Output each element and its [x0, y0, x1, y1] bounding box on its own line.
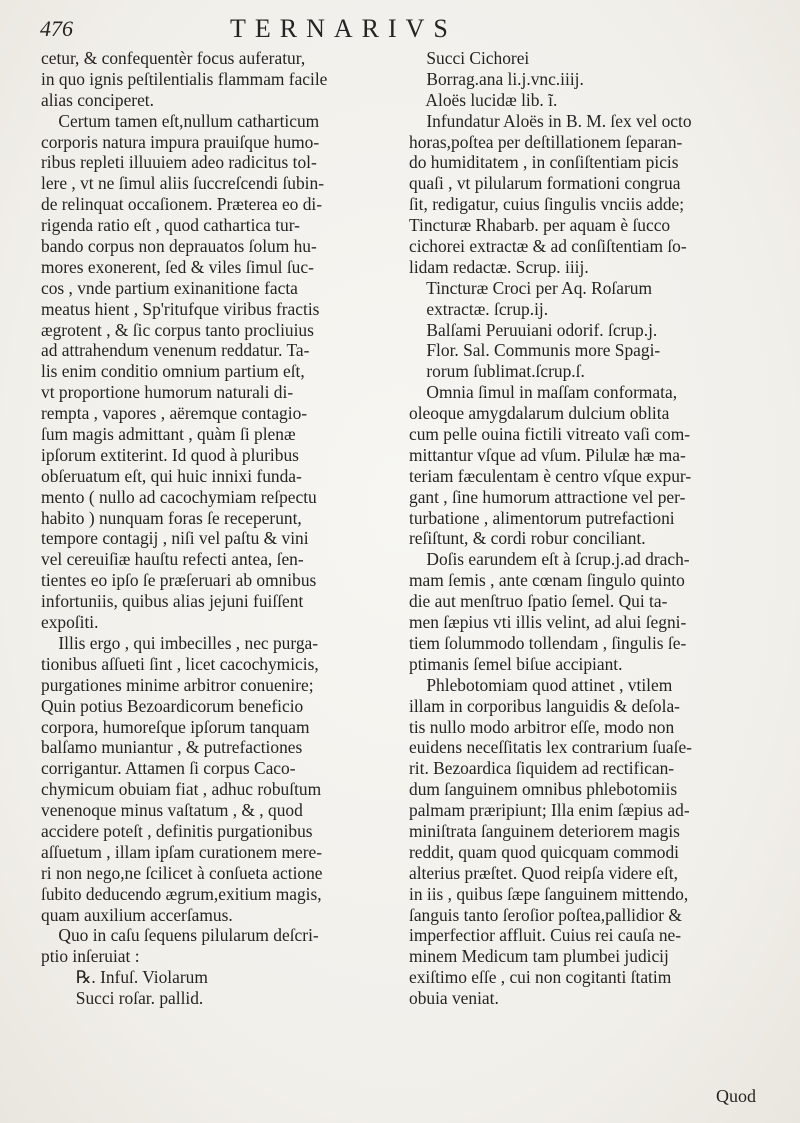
text-line: in quo ignis peſtilentialis flammam facile: [41, 68, 328, 89]
running-title: TERNARIVS: [230, 14, 457, 43]
text-line: vt proportione humorum naturali di-: [41, 382, 294, 403]
text-line: Infundatur Aloës in B. M. ſex vel octo: [409, 110, 692, 131]
text-line: venenoque minus vaſtatum , & , quod: [41, 800, 303, 821]
text-line: horas,poſtea per deſtillationem ſeparan-: [409, 131, 683, 152]
text-line: ribus repleti illuuiem adeo radicitus tol-: [41, 152, 317, 173]
left-text-column: [41, 48, 379, 1009]
text-line: alterius præſtet. Quod reipſa videre eſt,: [409, 862, 678, 883]
text-line: do humiditatem , in conſiſtentiam picis: [409, 152, 679, 173]
text-line: reddit, quam quod quicquam commodi: [409, 841, 679, 862]
text-line: tiem ſolummodo tollendam , ſingulis ſe-: [409, 632, 687, 653]
text-line: rit. Bezoardica ſiquidem ad rectifican-: [409, 758, 675, 779]
text-line: oleoque amygdalarum dulcium oblita: [409, 403, 670, 424]
text-line: expoſiti.: [41, 612, 99, 633]
text-line: obſeruatum eſt, qui huic innixi funda-: [41, 465, 302, 486]
text-line: mores exonerent, ſed & viles ſimul ſuc-: [41, 256, 314, 277]
text-line: infortuniis, quibus alias jejuni fuiſſent: [41, 591, 304, 612]
text-line: obuia veniat.: [409, 988, 499, 1009]
text-line: vel cereuiſiæ hauſtu refecti antea, ſen-: [41, 549, 304, 570]
text-line: alias conciperet.: [41, 89, 154, 110]
text-line: accidere poteſt , definitis purgationibus: [41, 820, 313, 841]
text-line: lis enim conditio omnium partium eſt,: [41, 361, 305, 382]
text-line: Flor. Sal. Communis more Spagi-: [409, 340, 661, 361]
text-line: rorum ſublimat.ſcrup.ſ.: [409, 361, 585, 382]
text-line: aſſuetum , illam ipſam curationem mere-: [41, 841, 323, 862]
text-line: cum pelle ouina fictili vitreato vaſi com-: [409, 424, 691, 445]
text-line: miniſtrata ſanguinem deteriorem magis: [409, 820, 680, 841]
text-line: tionibus aſſueti ſint , licet cacochymicis,: [41, 653, 319, 674]
text-line: Aloës lucidæ lib. ĩ.: [409, 89, 558, 110]
text-line: corporis natura impura prauiſque humo-: [41, 131, 320, 152]
text-line: ſit, redigatur, cuius ſingulis vnciis adde;: [409, 194, 685, 215]
text-line: Quin potius Bezoardicorum beneficio: [41, 695, 304, 716]
text-line: ℞. Infuſ. Violarum: [41, 967, 208, 988]
text-line: ſum magis admittant , quàm ſi plenæ: [41, 424, 296, 445]
page-number: 476: [40, 16, 73, 41]
text-line: rempta , vapores , aëremque contagio-: [41, 403, 308, 424]
text-line: meatus hient , Sp'ritufque viribus fractis: [41, 298, 320, 319]
text-line: Phlebotomiam quod attinet , vtilem: [409, 674, 673, 695]
text-line: exiſtimo eſſe , cui non cogitanti ſtatim: [409, 967, 672, 988]
text-line: tientes eo ipſo ſe præſeruari ab omnibus: [41, 570, 317, 591]
text-line: Tincturæ Rhabarb. per aquam è ſucco: [409, 215, 671, 236]
text-line: Doſis earundem eſt à ſcrup.j.ad drach-: [409, 549, 690, 570]
text-line: ſanguis tanto ſeroſior poſtea,pallidior &: [409, 904, 682, 925]
text-line: quam auxilium accerſamus.: [41, 904, 233, 925]
text-line: ptimanis ſemel biſue accipiant.: [409, 653, 623, 674]
text-line: bando corpus non deprauatos ſolum hu-: [41, 236, 317, 257]
text-line: die aut menſtruo ſpatio ſemel. Qui ta-: [409, 591, 668, 612]
text-line: chymicum obuiam fiat , adhuc robuſtum: [41, 779, 322, 800]
text-line: de relinquat occaſionem. Præterea eo di-: [41, 194, 323, 215]
text-line: tempore contagij , niſi vel paſtu & vini: [41, 528, 309, 549]
text-line: illam in corporibus languidis & deſola-: [409, 695, 680, 716]
text-line: dum ſanguinem omnibus phlebotomiis: [409, 779, 678, 800]
text-line: ipſorum extiterint. Id quod à pluribus: [41, 444, 299, 465]
text-line: lidam redactæ. Scrup. iiij.: [409, 256, 589, 277]
text-line: balſamo muniantur , & putrefactiones: [41, 737, 303, 758]
text-line: men ſæpius vti illis velint, ad alui ſegni-: [409, 612, 687, 633]
text-line: quaſi , vt pilularum formationi congrua: [409, 173, 681, 194]
catchword: Quod: [716, 1086, 756, 1106]
text-line: Omnia ſimul in maſſam conformata,: [409, 382, 678, 403]
text-line: turbatione , alimentorum putrefactioni: [409, 507, 675, 528]
text-line: corpora, humoreſque ipſorum tanquam: [41, 716, 310, 737]
text-line: cichorei extractæ & ad conſiſtentiam ſo-: [409, 236, 687, 257]
text-line: Tincturæ Croci per Aq. Roſarum: [409, 277, 652, 298]
text-line: rigenda ratio eſt , quod cathartica tur-: [41, 215, 300, 236]
text-line: euidens neceſſitatis lex contrarium ſuaſe-: [409, 737, 692, 758]
text-line: gant , ſine humorum attractione vel per-: [409, 486, 686, 507]
text-line: tis nullo modo arbitror eſſe, modo non: [409, 716, 675, 737]
text-line: Succi Cichorei: [409, 48, 530, 68]
text-line: imperfectior affluit. Cuius rei cauſa ne-: [409, 925, 682, 946]
text-line: reſiſtunt, & cordi robur conciliant.: [409, 528, 646, 549]
text-line: corrigantur. Attamen ſi corpus Caco-: [41, 758, 296, 779]
text-line: mittantur vſque ad vſum. Pilulæ hæ ma-: [409, 444, 686, 465]
text-line: purgationes minime arbitror conuenire;: [41, 674, 314, 695]
text-line: ſubito deducendo ægrum,exitium magis,: [41, 883, 322, 904]
text-line: Certum tamen eſt,nullum catharticum: [41, 110, 320, 131]
text-line: mam ſemis , ante cœnam ſingulo quinto: [409, 570, 685, 591]
text-line: ri non nego,ne ſcilicet à conſueta actione: [41, 862, 323, 883]
text-line: ptio inſeruiat :: [41, 946, 140, 967]
text-line: palmam præripiunt; Illa enim ſæpius ad-: [409, 800, 690, 821]
text-line: teriam fæculentam è centro vſque expur-: [409, 465, 692, 486]
text-line: mento ( nullo ad cacochymiam reſpectu: [41, 486, 317, 507]
right-text-column: [409, 48, 773, 1009]
text-line: cos , vnde partium exinanitione facta: [41, 277, 298, 298]
text-line: Quo in caſu ſequens pilularum deſcri-: [41, 925, 319, 946]
text-line: Illis ergo , qui imbecilles , nec purga-: [41, 632, 319, 653]
text-line: extractæ. ſcrup.ij.: [409, 298, 549, 319]
text-line: ad attrahendum venenum reddatur. Ta-: [41, 340, 310, 361]
text-line: minem Medicum tam plumbei judicij: [409, 946, 669, 967]
text-line: Borrag.ana li.j.vnc.iiij.: [409, 68, 584, 89]
text-line: habito ) nunquam foras ſe receperunt,: [41, 507, 302, 528]
text-line: in iis , quibus ſæpe ſanguinem mittendo,: [409, 883, 689, 904]
text-line: Succi roſar. pallid.: [41, 988, 204, 1009]
text-line: ægrotent , & ſic corpus tanto procliuius: [41, 319, 314, 340]
text-line: cetur, & confequentèr focus auferatur,: [41, 48, 306, 68]
text-line: Balſami Peruuiani odorif. ſcrup.j.: [409, 319, 658, 340]
text-line: lere , vt ne ſimul aliis ſuccreſcendi ſubin-: [41, 173, 324, 194]
